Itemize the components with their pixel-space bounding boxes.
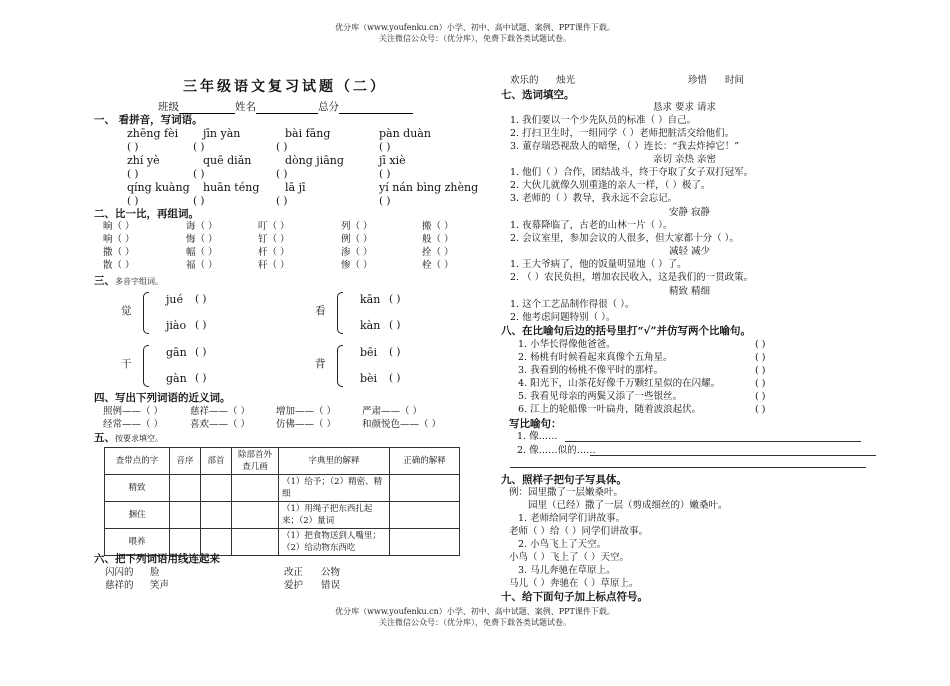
write-line-label: 2. 像……似的…… [517, 445, 596, 456]
answer-blank[interactable]: ( ) [389, 372, 401, 384]
synonym-item: 喜欢——（ ） [190, 419, 251, 430]
word-choices: 减轻 减少 [669, 246, 711, 257]
answer-cell[interactable] [201, 502, 232, 529]
match-word[interactable]: 公物 [321, 567, 341, 578]
polyphone-char: 看 [315, 305, 326, 317]
match-word[interactable]: 爱护 [284, 580, 304, 591]
answer-blank[interactable]: ( ) [127, 168, 139, 180]
pinyin: jī xiè [379, 154, 406, 167]
definition-cell: （1）给予；（2）精密、精细 [279, 475, 390, 502]
student-info [158, 101, 413, 114]
word-cell: 精致 [105, 475, 170, 502]
compare-item: 叮（ ） [258, 221, 290, 232]
pinyin: pàn duàn [379, 127, 431, 140]
question-item: 6. 江上的轮船像一叶扁舟，随着波浪起伏。 [518, 404, 702, 415]
table-header-row [105, 448, 460, 475]
answer-blank[interactable]: ( ) [193, 141, 205, 153]
write-metaphor-heading: 写比喻句： [509, 418, 562, 430]
match-word[interactable]: 脸 [150, 567, 160, 578]
question-item: 3. 董存瑞恐视敌人的暗堡，（ ）连长：“我去炸掉它！” [510, 141, 740, 152]
answer-blank[interactable]: ( ) [389, 346, 401, 358]
answer-blank[interactable]: ( ) [195, 319, 207, 331]
answer-blank[interactable]: ( ) [755, 391, 766, 402]
answer-blank[interactable]: ( ) [389, 319, 401, 331]
brace [143, 345, 149, 387]
answer-sentence[interactable]: 老师（ ）给（ ）同学们讲故事。 [509, 526, 649, 537]
polyphone-char: 背 [315, 358, 326, 370]
synonym-item: 和颜悦色——（ ） [362, 419, 442, 430]
pinyin: dòng jiāng [285, 154, 344, 167]
answer-blank[interactable]: ( ) [755, 365, 766, 376]
compare-item: 杆（ ） [258, 247, 290, 258]
synonym-item: 照例——（ ） [103, 406, 164, 417]
section-10-heading: 十、给下面句子加上标点符号。 [501, 591, 648, 603]
answer-blank[interactable]: ( ) [755, 378, 766, 389]
pinyin: huān téng [203, 181, 260, 194]
page-header-line2: 关注微信公众号：（优分库），免费下载各类试题试卷。 [379, 34, 571, 43]
column-header: 正确的解释 [390, 448, 460, 475]
definition-cell: （1）把食物送到人嘴里；（2）给动物东西吃 [279, 529, 390, 556]
synonym-item: 严肃——（ ） [362, 406, 423, 417]
answer-cell[interactable] [170, 502, 201, 529]
answer-blank[interactable]: ( ) [195, 293, 207, 305]
pinyin: qíng kuàng [127, 181, 190, 194]
answer-blank[interactable]: ( ) [379, 195, 391, 207]
pinyin: jīn yàn [203, 127, 241, 140]
column-header: 查带点的字 [105, 448, 170, 475]
pinyin: yí nán bìng zhèng [379, 181, 479, 194]
question-item: 1. 他们（ ）合作，团结战斗，终于夺取了女子双打冠军。 [510, 167, 754, 178]
match-word[interactable]: 改正 [284, 567, 304, 578]
answer-blank[interactable]: ( ) [389, 293, 401, 305]
answer-cell[interactable] [170, 475, 201, 502]
answer-blank[interactable]: ( ) [276, 168, 288, 180]
page-footer-line2: 关注微信公众号：（优分库），免费下载各类试题试卷。 [379, 618, 571, 627]
section-4-heading: 四、写出下列词语的近义词。 [94, 392, 231, 404]
compare-item: 钉（ ） [258, 234, 290, 245]
pinyin: kān [360, 293, 381, 306]
answer-blank[interactable]: ( ) [127, 141, 139, 153]
match-word[interactable]: 闪闪的 [105, 567, 134, 578]
column-header: 部首 [201, 448, 232, 475]
definition-cell: （1）用绳子把东西扎起来；（2）量词 [279, 502, 390, 529]
section-3-heading: 三、多音字组词。 [94, 275, 163, 287]
word-choices: 恳求 要求 请求 [653, 102, 717, 113]
section-7-heading: 七、选词填空。 [501, 89, 575, 101]
synonym-item: 仿佛——（ ） [276, 419, 337, 430]
column-header: 字典里的解释 [279, 448, 390, 475]
brace [337, 292, 343, 334]
question-item: 2. 杨桃有时候看起来真像个五角星。 [518, 352, 673, 363]
example-sentence: 例：园里撒了一层嫩桑叶。 [509, 487, 624, 498]
compare-item: 拴（ ） [422, 247, 454, 258]
answer-blank[interactable]: ( ) [379, 168, 391, 180]
compare-item: 般（ ） [422, 234, 454, 245]
synonym-item: 慈祥——（ ） [190, 406, 251, 417]
answer-blank[interactable]: ( ) [755, 352, 766, 363]
pinyin: quē diǎn [203, 154, 252, 167]
answer-blank[interactable]: ( ) [379, 141, 391, 153]
question-item: 3. 我看到的杨桃不像平时的那样。 [518, 365, 664, 376]
pinyin: zhí yè [127, 154, 160, 167]
question-item: 4. 阳光下，山茶花好像千万颗红星似的在闪耀。 [518, 378, 721, 389]
pinyin: zhēng fèi [127, 127, 179, 140]
write-line[interactable] [510, 467, 866, 468]
name-label: 姓名 [235, 101, 256, 113]
name-field[interactable] [256, 103, 318, 114]
score-label: 总分 [318, 101, 339, 113]
compare-item: 例（ ） [341, 234, 373, 245]
compare-item: 栓（ ） [422, 260, 454, 271]
compare-item: 悔（ ） [186, 234, 218, 245]
compare-item: 列（ ） [341, 221, 373, 232]
word-choices: 精致 精细 [669, 286, 711, 297]
pinyin: lā jī [285, 181, 306, 194]
question-item: 1. 我们要以一个少先队员的标准（ ）自己。 [510, 115, 697, 126]
question-item: 1. 王大爷病了，他的饭量明显地（ ）了。 [510, 259, 687, 270]
question-item: 5. 我看见母亲的两鬓又添了一些银丝。 [518, 391, 683, 402]
section-5-heading: 五、按要求填空。 [94, 432, 163, 444]
question-item: 2. 会议室里，参加会议的人很多，但大家都十分（ ）。 [510, 233, 739, 244]
answer-blank[interactable]: ( ) [127, 195, 139, 207]
pinyin: kàn [360, 319, 381, 332]
question-item: 2. 大伙儿就像久别重逢的亲人一样，（ ）极了。 [510, 180, 711, 191]
answer-cell[interactable] [170, 529, 201, 556]
write-line[interactable] [590, 455, 876, 456]
compare-item: 秆（ ） [258, 260, 290, 271]
answer-blank[interactable]: ( ) [276, 195, 288, 207]
synonym-item: 经常——（ ） [103, 419, 164, 430]
compare-item: 撒（ ） [103, 247, 135, 258]
match-word[interactable]: 时间 [725, 75, 745, 86]
answer-sentence[interactable]: 小鸟（ ）飞上了（ ）天空。 [509, 552, 630, 563]
answer-cell[interactable] [232, 529, 279, 556]
word-choices: 亲切 亲热 亲密 [653, 154, 717, 165]
answer-blank[interactable]: ( ) [193, 168, 205, 180]
answer-blank[interactable]: ( ) [755, 339, 766, 350]
answer-cell[interactable] [390, 475, 460, 502]
answer-sentence[interactable]: 马儿（ ）奔驰在（ ）草原上。 [509, 578, 639, 589]
compare-item: 搬（ ） [422, 221, 454, 232]
question-item: 1. 老师给同学们讲故事。 [518, 513, 626, 524]
polyphone-char: 觉 [121, 305, 132, 317]
column-header: 除部首外查几画 [232, 448, 279, 475]
answer-cell[interactable] [232, 475, 279, 502]
table-row [105, 502, 460, 529]
compare-item: 渗（ ） [341, 247, 373, 258]
table-row [105, 475, 460, 502]
polyphone-char: 干 [121, 358, 132, 370]
question-item: 1. 夜幕降临了，古老的山林一片（ ）。 [510, 220, 673, 231]
answer-cell[interactable] [201, 475, 232, 502]
question-item: 1. 这个工艺品制作得很（ ）。 [510, 299, 635, 310]
answer-blank[interactable]: ( ) [195, 372, 207, 384]
match-word[interactable]: 笑声 [150, 580, 170, 591]
class-label: 班级 [158, 101, 179, 113]
page-title: 三年级语文复习试题（二） [183, 79, 387, 95]
section-9-heading: 九、照样子把句子写具体。 [501, 474, 627, 486]
brace [337, 345, 343, 387]
word-cell: 喂养 [105, 529, 170, 556]
question-item: 2. 他考虑问题特别（ ）。 [510, 312, 616, 323]
pinyin: bài fāng [285, 127, 331, 140]
pinyin: bēi [360, 346, 378, 359]
question-item: 2. （ ）农民负担，增加农民收入，这是我们的一贯政策。 [510, 272, 754, 283]
section-2-heading: 二、比一比，再组词。 [94, 208, 199, 220]
answer-blank[interactable]: ( ) [193, 195, 205, 207]
question-item: 3. 马儿奔驰在草原上。 [518, 565, 616, 576]
compare-item: 诲（ ） [186, 221, 218, 232]
page-footer-line1: 优分库（www.youfenku.cn）小学、初中、高中试题、案例、PPT课件下载。 [335, 607, 615, 616]
write-line-label: 1. 像…… [517, 431, 558, 442]
class-field[interactable] [179, 103, 235, 114]
question-item: 2. 打扫卫生时，一组同学（ ）老师把脏活交给他们。 [510, 128, 735, 139]
word-choices: 安静 寂静 [669, 207, 711, 218]
pinyin: jiào [166, 319, 187, 332]
question-item: 3. 老师的（ ）教导，我永远不会忘记。 [510, 193, 678, 204]
pinyin: gān [166, 346, 187, 359]
match-word[interactable]: 珍惜 [688, 75, 708, 86]
score-field[interactable] [339, 103, 413, 114]
answer-cell[interactable] [390, 502, 460, 529]
section-1-heading: 一、 看拼音，写词语。 [94, 114, 203, 126]
compare-item: 晌（ ） [103, 221, 135, 232]
question-item: 1. 小华长得像他爸爸。 [518, 339, 616, 350]
dictionary-table [104, 447, 460, 556]
brace [143, 292, 149, 334]
compare-item: 惨（ ） [341, 260, 373, 271]
match-word[interactable]: 烛光 [556, 75, 576, 86]
section-6-heading: 六、把下列词语用线连起来 [94, 553, 220, 565]
answer-cell[interactable] [390, 529, 460, 556]
answer-cell[interactable] [201, 529, 232, 556]
compare-item: 幅（ ） [186, 247, 218, 258]
pinyin: jué [166, 293, 184, 306]
write-line[interactable] [565, 441, 861, 442]
compare-item: 响（ ） [103, 234, 135, 245]
compare-item: 福（ ） [186, 260, 218, 271]
page-header-line1: 优分库（www.youfenku.cn）小学、初中、高中试题、案例、PPT课件下载。 [335, 23, 615, 32]
pinyin: bèi [360, 372, 378, 385]
pinyin: gàn [166, 372, 187, 385]
word-cell: 捆住 [105, 502, 170, 529]
question-item: 2. 小鸟飞上了天空。 [518, 539, 607, 550]
match-word[interactable]: 欢乐的 [510, 75, 539, 86]
synonym-item: 增加——（ ） [276, 406, 337, 417]
table-row [105, 529, 460, 556]
match-word[interactable]: 错误 [321, 580, 341, 591]
answer-blank[interactable]: ( ) [276, 141, 288, 153]
column-header: 音序 [170, 448, 201, 475]
match-word[interactable]: 慈祥的 [105, 580, 134, 591]
answer-blank[interactable]: ( ) [755, 404, 766, 415]
answer-blank[interactable]: ( ) [195, 346, 207, 358]
answer-cell[interactable] [232, 502, 279, 529]
compare-item: 散（ ） [103, 260, 135, 271]
section-8-heading: 八、在比喻句后边的括号里打“√”并仿写两个比喻句。 [501, 325, 751, 337]
example-sentence: 园里（已经）撒了一层（剪成细丝的）嫩桑叶。 [528, 500, 728, 511]
